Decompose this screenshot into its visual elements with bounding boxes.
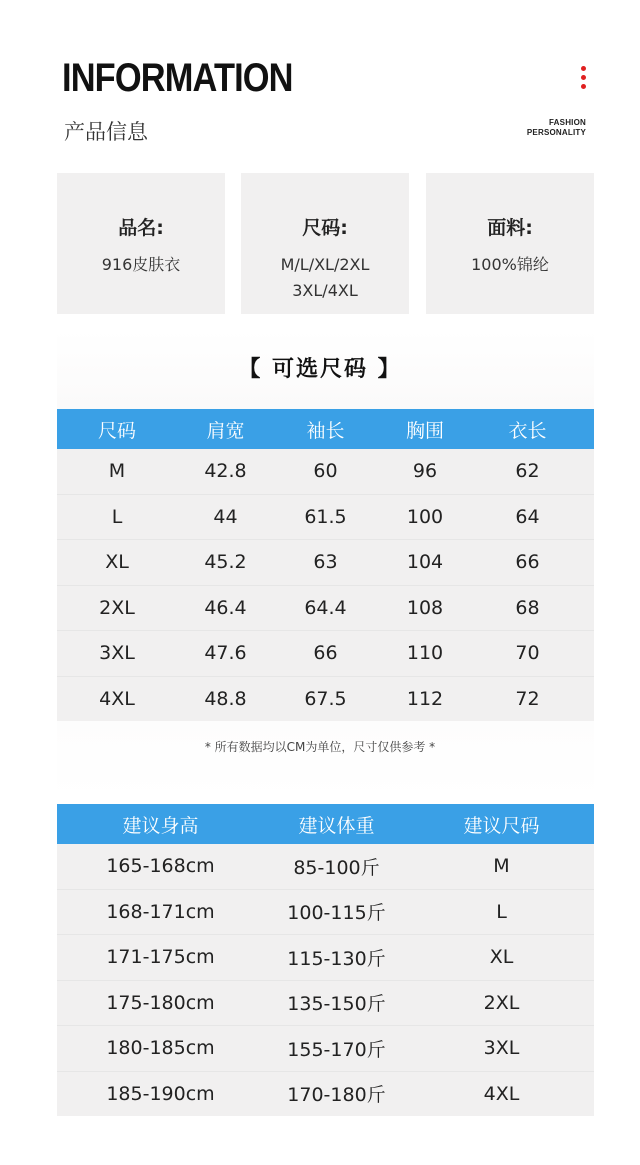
table-row [57,540,594,586]
table-row [57,890,594,936]
table-row [57,981,594,1027]
info-key: 品名: [118,217,164,239]
table-cell: 171-175cm [106,946,215,969]
info-value-line: 100%锦纶 [471,255,549,274]
table-cell: 72 [515,687,540,710]
info-box-fabric [426,173,594,314]
table-cell: 63 [313,551,338,574]
table-cell: L [111,505,123,528]
table-cell: 170-180斤 [287,1084,386,1107]
table-cell: 67.5 [304,687,347,710]
table-cell: 61.5 [304,505,347,528]
size-table [57,409,594,721]
info-value [57,252,225,278]
table-cell: 175-180cm [106,991,215,1014]
table-cell: 3XL [483,1037,520,1060]
table-row [57,1026,594,1072]
column-header: 肩宽 [206,419,245,442]
table-cell: 46.4 [204,596,247,619]
table-cell: 100-115斤 [287,902,386,925]
table-row [57,586,594,632]
table-cell: 155-170斤 [287,1038,386,1061]
fashion-line-2: PERSONALITY [526,128,586,137]
table-cell: 165-168cm [106,855,215,878]
table-cell: 3XL [99,642,135,665]
table-cell: 44 [213,505,238,528]
table-cell: 135-150斤 [287,993,386,1016]
column-header: 袖长 [306,419,345,442]
column-header: 建议身高 [122,814,199,837]
size-note: * 所有数据均以CM为单位，尺寸仅供参考 * [204,740,436,754]
table-header [57,804,594,844]
table-cell: 4XL [483,1082,520,1105]
table-row [57,631,594,677]
info-value [426,252,594,278]
table-cell: 66 [515,551,540,574]
column-header: 建议体重 [298,814,375,837]
column-header: 胸围 [405,419,444,442]
info-value-line: 3XL/4XL [292,281,358,300]
table-cell: 4XL [99,687,135,710]
table-cell: 48.8 [204,687,247,710]
more-dots-icon [579,66,587,93]
page-title: INFORMATION [62,56,293,100]
table-row [57,495,594,541]
page-subtitle: 产品信息 [64,120,148,144]
table-cell: 100 [406,505,444,528]
table-cell: 62 [515,460,540,483]
table-cell: 68 [515,596,540,619]
table-cell: XL [105,551,129,574]
table-cell: 64 [515,505,540,528]
table-cell: 42.8 [204,460,247,483]
table-cell: XL [489,946,514,969]
info-box-name [57,173,225,314]
table-cell: 60 [313,460,338,483]
table-cell: 85-100斤 [293,856,380,879]
table-cell: 2XL [483,991,520,1014]
table-cell: 70 [515,642,540,665]
table-cell: 108 [406,596,444,619]
table-cell: 47.6 [204,642,247,665]
header [0,0,640,160]
table-cell: 185-190cm [106,1082,215,1105]
info-value-line: M/L/XL/2XL [280,255,370,274]
info-box-size [241,173,409,314]
column-header: 衣长 [508,419,547,442]
table-cell: 64.4 [304,596,347,619]
table-cell: 66 [313,642,338,665]
table-cell: 115-130斤 [287,947,386,970]
column-header: 建议尺码 [463,814,540,837]
table-row [57,844,594,890]
info-value [241,252,409,304]
table-cell: M [493,855,510,878]
table-row [57,449,594,495]
table-cell: L [496,900,507,923]
table-row [57,677,594,722]
size-section-title: 【 可选尺码 】 [238,357,402,382]
fashion-line-1: FASHION [549,118,586,127]
table-row [57,935,594,981]
table-cell: 168-171cm [106,900,215,923]
info-key: 面料: [487,217,533,239]
table-cell: 180-185cm [106,1037,215,1060]
table-cell: 2XL [99,596,135,619]
table-cell: 45.2 [204,551,247,574]
table-row [57,1072,594,1117]
table-cell: M [108,460,126,483]
column-header: 尺码 [97,419,136,442]
table-cell: 110 [406,642,444,665]
table-cell: 96 [412,460,438,483]
info-key: 尺码: [302,217,348,239]
info-value-line: 916皮肤衣 [101,255,181,274]
fashion-tagline [527,118,586,138]
recommend-table [57,804,594,1116]
table-header [57,409,594,449]
table-cell: 104 [406,551,444,574]
table-cell: 112 [406,687,444,710]
product-info [57,173,594,314]
